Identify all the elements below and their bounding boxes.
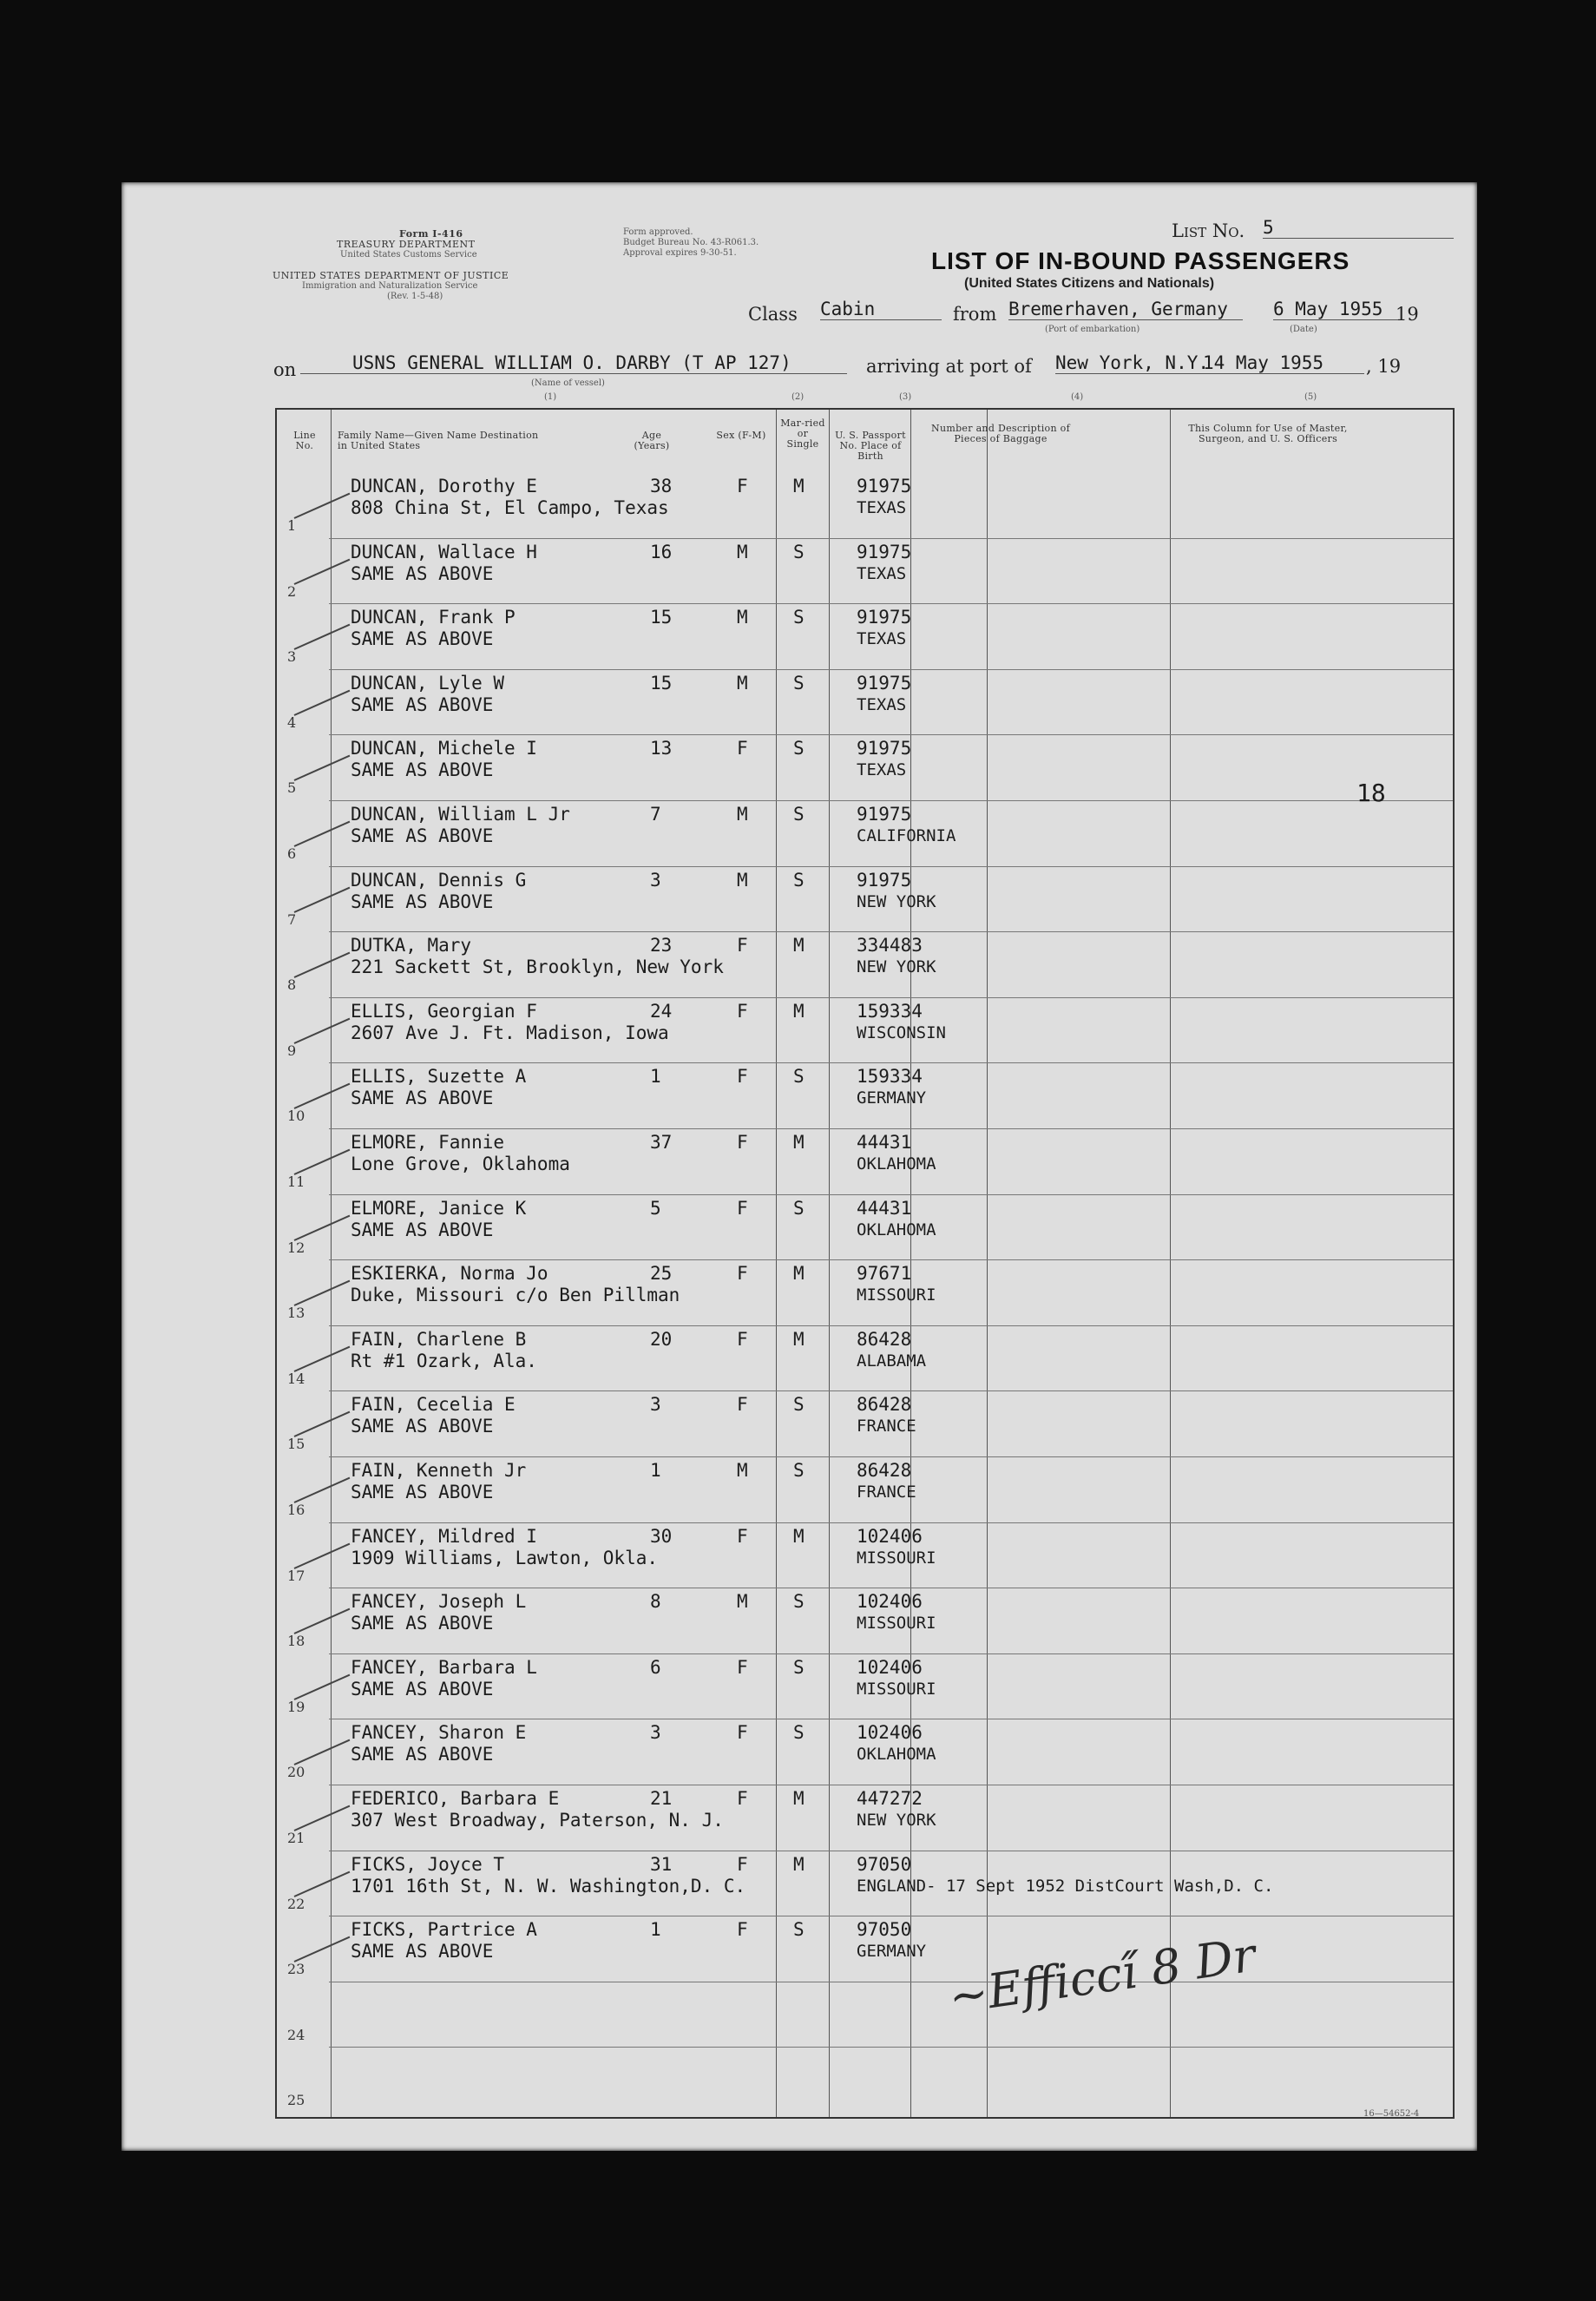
- passenger-marital-status: S: [793, 1394, 805, 1416]
- place-of-birth: OKLAHOMA: [857, 1745, 936, 1765]
- passenger-sex: F: [737, 1525, 748, 1547]
- line-number: 2: [287, 582, 297, 600]
- customs-label: United States Customs Service: [340, 250, 477, 260]
- header-officers: This Column for Use of Master, Surgeon, and U. S. Officers: [1188, 423, 1348, 444]
- place-of-birth: ENGLAND- 17 Sept 1952 DistCourt Wash,D. C.: [857, 1876, 1274, 1896]
- header-line-no: Line No.: [293, 430, 316, 451]
- passenger-name: FANCEY, Sharon E: [351, 1722, 527, 1744]
- passenger-name: DUNCAN, Dorothy E: [351, 476, 537, 496]
- page-subtitle: (United States Citizens and Nationals): [964, 276, 1215, 291]
- passport-number: 102406: [857, 1722, 923, 1744]
- line-number: 20: [287, 1764, 305, 1781]
- row-divider: [329, 866, 1453, 867]
- passenger-age: 37: [650, 1132, 673, 1153]
- passenger-destination: SAME AS ABOVE: [351, 759, 494, 781]
- passenger-destination: SAME AS ABOVE: [351, 825, 494, 846]
- passport-number: 159334: [857, 1000, 923, 1022]
- treasury-label: TREASURY DEPARTMENT: [337, 239, 476, 250]
- passenger-name: FICKS, Partrice A: [351, 1919, 537, 1941]
- passenger-marital-status: S: [793, 1656, 805, 1678]
- passport-number: 102406: [857, 1591, 923, 1613]
- passenger-name: ELLIS, Suzette A: [351, 1066, 527, 1088]
- place-of-birth: ALABAMA: [857, 1351, 927, 1371]
- line-number: 9: [287, 1042, 297, 1059]
- passenger-marital-status: S: [793, 1197, 805, 1219]
- line-number: 19: [287, 1698, 305, 1715]
- passenger-sex: F: [737, 1263, 748, 1285]
- passenger-name: ELMORE, Fannie: [351, 1132, 505, 1153]
- passenger-destination: 1909 Williams, Lawton, Okla.: [351, 1547, 659, 1568]
- check-mark: [294, 952, 351, 978]
- passport-number: 447272: [857, 1788, 923, 1809]
- passport-number: 86428: [857, 1460, 912, 1481]
- passenger-age: 30: [650, 1525, 673, 1547]
- passenger-marital-status: M: [793, 1263, 805, 1285]
- ins-label: Immigration and Naturalization Service: [302, 281, 478, 291]
- passenger-destination: SAME AS ABOVE: [351, 1416, 494, 1437]
- passenger-age: 15: [650, 672, 673, 694]
- row-divider: [329, 1194, 1453, 1195]
- list-number-label: List No.: [1172, 220, 1245, 241]
- col-number-5: (5): [1304, 392, 1317, 402]
- line-number: 14: [287, 1370, 305, 1387]
- check-mark: [294, 558, 351, 584]
- check-mark: [294, 1608, 351, 1634]
- passenger-age: 15: [650, 607, 673, 628]
- row-divider: [329, 1325, 1453, 1326]
- passenger-marital-status: M: [793, 1328, 805, 1350]
- arrival-year-suffix: , 19: [1366, 356, 1402, 377]
- passenger-age: 7: [650, 804, 661, 825]
- passenger-sex: F: [737, 1722, 748, 1744]
- check-mark: [294, 1345, 351, 1371]
- passenger-name: DUNCAN, Michele I: [351, 738, 537, 759]
- row-divider: [329, 1259, 1453, 1260]
- place-of-birth: TEXAS: [857, 694, 907, 714]
- passenger-sex: F: [737, 738, 748, 759]
- class-value: Cabin: [820, 299, 942, 320]
- port-of-embarkation: Bremerhaven, Germany: [1008, 299, 1243, 320]
- check-mark: [294, 1870, 351, 1897]
- check-mark: [294, 624, 351, 650]
- passenger-destination: SAME AS ABOVE: [351, 1941, 494, 1962]
- passenger-marital-status: S: [793, 607, 805, 628]
- passenger-age: 1: [650, 1460, 661, 1481]
- passenger-destination: Lone Grove, Oklahoma: [351, 1154, 570, 1174]
- approval-expiry: Approval expires 9-30-51.: [623, 248, 737, 258]
- passenger-sex: M: [737, 541, 748, 562]
- passenger-marital-status: M: [793, 1132, 805, 1153]
- passenger-age: 20: [650, 1328, 673, 1350]
- place-of-birth: CALIFORNIA: [857, 826, 956, 845]
- row-divider: [329, 1128, 1453, 1129]
- passport-number: 97671: [857, 1263, 912, 1285]
- header-passport: U. S. Passport No. Place of Birth: [835, 430, 906, 462]
- row-divider: [329, 1390, 1453, 1391]
- row-divider: [329, 1522, 1453, 1523]
- check-mark: [294, 1673, 351, 1699]
- passenger-name: FANCEY, Barbara L: [351, 1656, 537, 1678]
- passport-number: 97050: [857, 1853, 912, 1875]
- passenger-destination: SAME AS ABOVE: [351, 1613, 494, 1634]
- passenger-marital-status: S: [793, 541, 805, 562]
- passenger-age: 3: [650, 869, 661, 891]
- passenger-name: DUNCAN, Frank P: [351, 607, 516, 628]
- passenger-sex: F: [737, 1788, 748, 1809]
- passenger-name: FAIN, Charlene B: [351, 1328, 527, 1350]
- passenger-destination: SAME AS ABOVE: [351, 628, 494, 650]
- passenger-destination: SAME AS ABOVE: [351, 891, 494, 912]
- place-of-birth: FRANCE: [857, 1483, 916, 1502]
- form-number: Form I-416: [399, 228, 463, 240]
- passenger-marital-status: S: [793, 804, 805, 825]
- place-of-birth: MISSOURI: [857, 1285, 936, 1305]
- place-of-birth: NEW YORK: [857, 1811, 936, 1830]
- passenger-name: FEDERICO, Barbara E: [351, 1788, 560, 1809]
- list-number: 5: [1263, 217, 1454, 239]
- passenger-marital-status: M: [793, 476, 805, 496]
- row-divider: [329, 931, 1453, 932]
- passenger-sex: M: [737, 1460, 748, 1481]
- passenger-sex: M: [737, 1591, 748, 1613]
- passenger-name: ELMORE, Janice K: [351, 1197, 527, 1219]
- passenger-table: [275, 408, 1455, 2119]
- line-number: 23: [287, 1961, 305, 1978]
- passenger-destination: 307 West Broadway, Paterson, N. J.: [351, 1810, 724, 1831]
- passport-number: 86428: [857, 1394, 912, 1416]
- check-mark: [294, 1017, 351, 1043]
- header-baggage: Number and Description of Pieces of Baggage: [931, 423, 1070, 444]
- passenger-age: 31: [650, 1853, 673, 1875]
- passenger-age: 23: [650, 935, 673, 957]
- passenger-sex: F: [737, 1853, 748, 1875]
- row-divider: [329, 1653, 1453, 1654]
- passport-number: 86428: [857, 1328, 912, 1350]
- passenger-name: FAIN, Kenneth Jr: [351, 1460, 527, 1481]
- line-number: 3: [287, 648, 297, 666]
- col-number-2: (2): [791, 392, 805, 402]
- passport-number: 44431: [857, 1132, 912, 1153]
- class-label: Class: [748, 304, 798, 325]
- officer-signature: ~Efficcí́ 8 Dr: [945, 1927, 1259, 2025]
- check-mark: [294, 1542, 351, 1568]
- check-mark: [294, 1149, 351, 1175]
- line-number: 10: [287, 1108, 305, 1125]
- check-mark: [294, 689, 351, 715]
- line-number: 24: [287, 2026, 305, 2043]
- footer-code: 16—54652-4: [1363, 2109, 1420, 2119]
- arrival-date: 14 May 1955: [1203, 352, 1364, 374]
- year-suffix: 19: [1396, 304, 1419, 325]
- line-number: 12: [287, 1239, 305, 1256]
- passenger-name: DUNCAN, Dennis G: [351, 869, 527, 891]
- passenger-age: 8: [650, 1591, 661, 1613]
- place-of-birth: TEXAS: [857, 498, 907, 517]
- vessel-name: USNS GENERAL WILLIAM O. DARBY (T AP 127): [300, 352, 847, 374]
- row-divider: [329, 603, 1453, 604]
- check-mark: [294, 1936, 351, 1962]
- passenger-marital-status: M: [793, 1525, 805, 1547]
- revision-label: (Rev. 1-5-48): [387, 292, 443, 301]
- check-mark: [294, 1739, 351, 1765]
- on-label: on: [273, 359, 297, 380]
- passenger-sex: F: [737, 1919, 748, 1941]
- check-mark: [294, 821, 351, 847]
- row-divider: [329, 1062, 1453, 1063]
- passport-number: 91975: [857, 738, 912, 759]
- passenger-name: FANCEY, Mildred I: [351, 1525, 537, 1547]
- row-divider: [329, 997, 1453, 998]
- passenger-destination: SAME AS ABOVE: [351, 1219, 494, 1240]
- passport-number: 102406: [857, 1656, 923, 1678]
- check-mark: [294, 1280, 351, 1306]
- passenger-destination: 221 Sackett St, Brooklyn, New York: [351, 957, 724, 978]
- passport-number: 91975: [857, 804, 912, 825]
- passenger-name: ELLIS, Georgian F: [351, 1000, 537, 1022]
- passenger-name: DUNCAN, Wallace H: [351, 541, 537, 562]
- line-number: 17: [287, 1567, 305, 1584]
- passenger-name: FAIN, Cecelia E: [351, 1394, 516, 1416]
- passenger-age: 16: [650, 541, 673, 562]
- passenger-age: 38: [650, 476, 673, 496]
- line-number: 21: [287, 1830, 305, 1846]
- check-mark: [294, 1477, 351, 1503]
- passenger-name: DUNCAN, William L Jr: [351, 804, 570, 825]
- passenger-destination: SAME AS ABOVE: [351, 1088, 494, 1109]
- row-divider: [329, 734, 1453, 735]
- passenger-marital-status: S: [793, 1460, 805, 1481]
- passenger-marital-status: S: [793, 869, 805, 891]
- place-of-birth: TEXAS: [857, 563, 907, 583]
- justice-label: UNITED STATES DEPARTMENT OF JUSTICE: [273, 270, 509, 281]
- header-age: Age (Years): [634, 430, 670, 451]
- row-divider: [329, 669, 1453, 670]
- check-mark: [294, 886, 351, 912]
- passenger-age: 13: [650, 738, 673, 759]
- passenger-destination: Duke, Missouri c/o Ben Pillman: [351, 1285, 680, 1306]
- header-name: Family Name—Given Name Destination in United States: [338, 430, 539, 451]
- line-number: 5: [287, 779, 297, 797]
- line-number: 18: [287, 1633, 305, 1650]
- passenger-sex: M: [737, 607, 748, 628]
- place-of-birth: OKLAHOMA: [857, 1220, 936, 1239]
- line-number: 4: [287, 713, 297, 731]
- place-of-birth: OKLAHOMA: [857, 1154, 936, 1174]
- from-label: from: [953, 304, 997, 325]
- passenger-name: FICKS, Joyce T: [351, 1853, 505, 1875]
- passenger-age: 21: [650, 1788, 673, 1809]
- passenger-name: ESKIERKA, Norma Jo: [351, 1263, 548, 1285]
- check-mark: [294, 1805, 351, 1831]
- row-divider: [329, 800, 1453, 801]
- passport-number: 159334: [857, 1066, 923, 1088]
- passenger-name: DUTKA, Mary: [351, 935, 472, 957]
- passport-number: 91975: [857, 607, 912, 628]
- passenger-destination: SAME AS ABOVE: [351, 1678, 494, 1699]
- approval-bureau: Budget Bureau No. 43-R061.3.: [623, 238, 759, 247]
- passenger-marital-status: M: [793, 1853, 805, 1875]
- place-of-birth: MISSOURI: [857, 1548, 936, 1568]
- row-divider: [329, 1456, 1453, 1457]
- row-divider: [329, 2047, 1453, 2048]
- passenger-marital-status: M: [793, 1000, 805, 1022]
- passport-number: 91975: [857, 672, 912, 694]
- passenger-sex: F: [737, 935, 748, 957]
- place-of-birth: MISSOURI: [857, 1679, 936, 1699]
- date-caption: (Date): [1290, 325, 1317, 334]
- vessel-caption: (Name of vessel): [531, 378, 605, 388]
- port-caption: (Port of embarkation): [1045, 325, 1140, 334]
- passport-number: 91975: [857, 476, 912, 496]
- arriving-label: arriving at port of: [866, 356, 1032, 377]
- place-of-birth: WISCONSIN: [857, 1022, 946, 1042]
- passenger-destination: 2607 Ave J. Ft. Madison, Iowa: [351, 1022, 669, 1043]
- passenger-age: 3: [650, 1722, 661, 1744]
- passenger-sex: F: [737, 1656, 748, 1678]
- arrival-port: New York, N.Y.: [1055, 352, 1210, 373]
- line-number: 7: [287, 911, 297, 928]
- passenger-sex: F: [737, 1066, 748, 1088]
- header-married: Mar-ried or Single: [780, 417, 825, 450]
- col-number-4: (4): [1071, 392, 1084, 402]
- passenger-destination: SAME AS ABOVE: [351, 1744, 494, 1765]
- col-number-1: (1): [544, 392, 557, 402]
- line-number: 15: [287, 1436, 305, 1453]
- passport-number: 91975: [857, 541, 912, 562]
- approval-note: Form approved.: [623, 227, 693, 237]
- passenger-sex: F: [737, 1197, 748, 1219]
- line-number: 16: [287, 1502, 305, 1518]
- place-of-birth: GERMANY: [857, 1088, 927, 1108]
- passenger-marital-status: S: [793, 1591, 805, 1613]
- passenger-marital-status: S: [793, 1066, 805, 1088]
- place-of-birth: NEW YORK: [857, 957, 936, 977]
- passport-number: 102406: [857, 1525, 923, 1547]
- line-number: 22: [287, 1895, 305, 1912]
- passport-number: 44431: [857, 1197, 912, 1219]
- passenger-age: 5: [650, 1197, 661, 1219]
- check-mark: [294, 1411, 351, 1437]
- line-number: 11: [287, 1174, 305, 1190]
- passenger-marital-status: M: [793, 1788, 805, 1809]
- passenger-destination: SAME AS ABOVE: [351, 1482, 494, 1502]
- passenger-marital-status: M: [793, 935, 805, 957]
- header-sex: Sex (F-M): [716, 430, 766, 441]
- passenger-age: 6: [650, 1656, 661, 1678]
- passenger-sex: F: [737, 1394, 748, 1416]
- passenger-marital-status: S: [793, 672, 805, 694]
- line-number: 1: [287, 517, 297, 534]
- passenger-age: 1: [650, 1066, 661, 1088]
- passenger-destination: SAME AS ABOVE: [351, 694, 494, 715]
- passenger-sex: F: [737, 1132, 748, 1153]
- line-number: 8: [287, 976, 297, 994]
- check-mark: [294, 1214, 351, 1240]
- passenger-destination: SAME AS ABOVE: [351, 562, 494, 584]
- passenger-age: 25: [650, 1263, 673, 1285]
- passport-number: 334483: [857, 935, 923, 957]
- passenger-marital-status: S: [793, 738, 805, 759]
- check-mark: [294, 493, 351, 519]
- place-of-birth: FRANCE: [857, 1417, 916, 1436]
- passenger-name: DUNCAN, Lyle W: [351, 672, 505, 694]
- place-of-birth: GERMANY: [857, 1942, 927, 1962]
- page-title: LIST OF IN-BOUND PASSENGERS: [931, 247, 1350, 274]
- passenger-age: 1: [650, 1919, 661, 1941]
- place-of-birth: MISSOURI: [857, 1614, 936, 1634]
- passenger-age: 24: [650, 1000, 673, 1022]
- passenger-sex: M: [737, 804, 748, 825]
- passenger-sex: F: [737, 476, 748, 496]
- passenger-destination: 808 China St, El Campo, Texas: [351, 497, 669, 518]
- col-number-3: (3): [899, 392, 912, 402]
- departure-date: 6 May 1955: [1273, 299, 1403, 320]
- check-mark: [294, 755, 351, 781]
- passenger-destination: Rt #1 Ozark, Ala.: [351, 1350, 537, 1371]
- margin-note: 18: [1356, 779, 1386, 807]
- passenger-sex: F: [737, 1000, 748, 1022]
- line-number: 13: [287, 1305, 305, 1322]
- line-number: 6: [287, 845, 297, 862]
- passenger-sex: M: [737, 672, 748, 694]
- place-of-birth: NEW YORK: [857, 891, 936, 911]
- check-mark: [294, 1083, 351, 1109]
- passenger-name: FANCEY, Joseph L: [351, 1591, 527, 1613]
- passport-number: 91975: [857, 869, 912, 891]
- passenger-marital-status: S: [793, 1919, 805, 1941]
- place-of-birth: TEXAS: [857, 629, 907, 649]
- passenger-sex: F: [737, 1328, 748, 1350]
- passport-number: 97050: [857, 1919, 912, 1941]
- place-of-birth: TEXAS: [857, 760, 907, 780]
- passenger-destination: 1701 16th St, N. W. Washington,D. C.: [351, 1875, 746, 1897]
- passenger-age: 3: [650, 1394, 661, 1416]
- passenger-sex: M: [737, 869, 748, 891]
- line-number: 25: [287, 2092, 305, 2109]
- passenger-marital-status: S: [793, 1722, 805, 1744]
- row-divider: [329, 538, 1453, 539]
